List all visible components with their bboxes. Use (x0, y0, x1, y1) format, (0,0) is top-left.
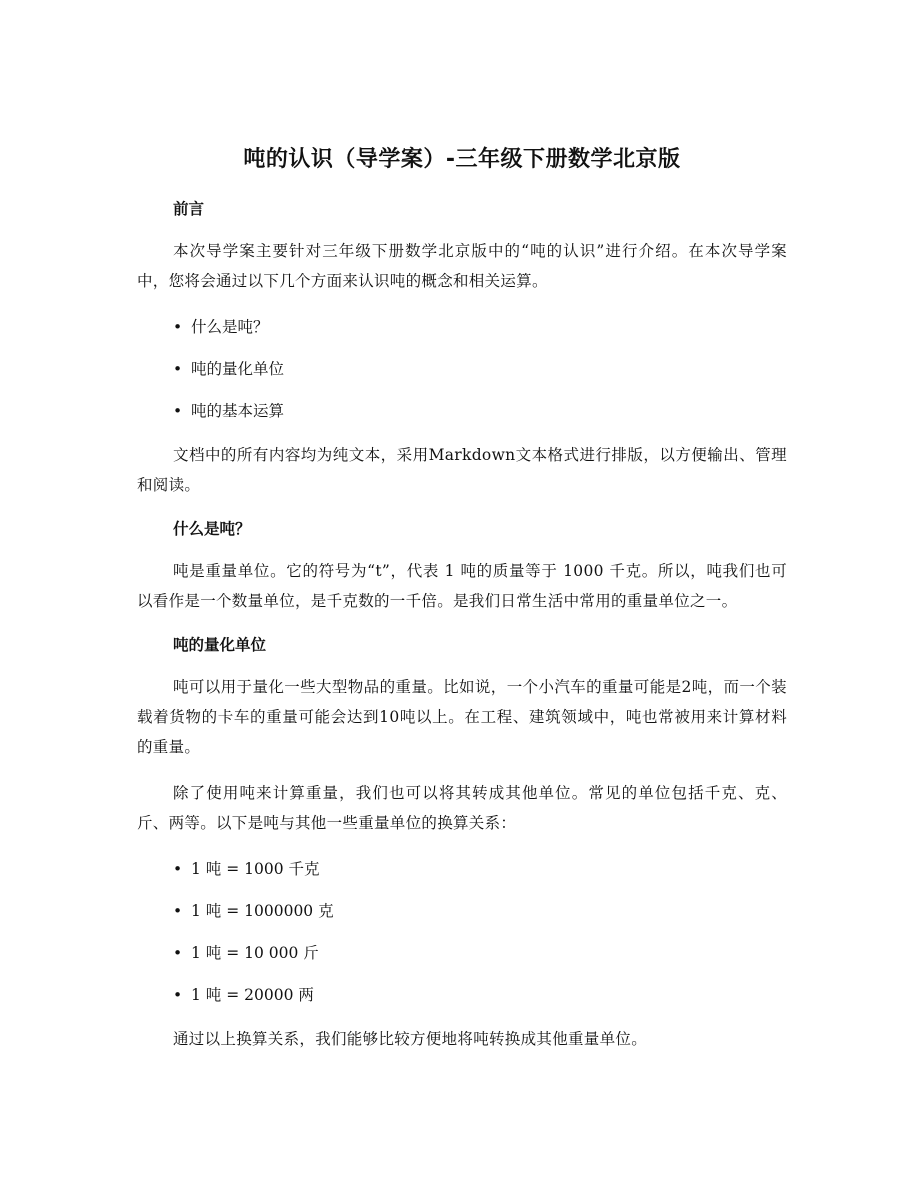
conversion-list (137, 854, 787, 1010)
document-page (137, 140, 787, 1070)
conversion-item: • 1 吨 = 1000 千克 (191, 854, 787, 884)
preface-topic-list (137, 312, 787, 426)
document-title: 吨的认识（导学案）-三年级下册数学北京版 (243, 147, 681, 172)
format-note-paragraph: 文档中的所有内容均为纯文本，采用Markdown文本格式进行排版，以方便输出、管理和阅读。 (137, 446, 787, 494)
section-heading-ton-units: 吨的量化单位 (173, 636, 267, 654)
section-heading-preface: 前言 (173, 200, 205, 218)
conversion-item: • 1 吨 = 1000000 克 (191, 896, 787, 926)
what-is-ton-paragraph: 吨是重量单位。它的符号为“t”，代表 1 吨的质量等于 1000 千克。所以，吨我们也可以看作是一个数量单位，是千克数的一千倍。是我们日常生活中常用的重量单位之一。 (137, 562, 787, 610)
preface-paragraph: 本次导学案主要针对三年级下册数学北京版中的“吨的认识”进行介绍。在本次导学案中，您将会通过以下几个方面来认识吨的概念和相关运算。 (137, 242, 787, 290)
conversion-item: • 1 吨 = 20000 两 (191, 980, 787, 1010)
list-item: • 什么是吨？ (191, 312, 787, 342)
ton-units-paragraph-1: 吨可以用于量化一些大型物品的重量。比如说，一个小汽车的重量可能是2吨，而一个装载着货物的卡车的重量可能会达到10吨以上。在工程、建筑领域中，吨也常被用来计算材料的重量。 (137, 678, 787, 756)
ton-units-paragraph-2: 除了使用吨来计算重量，我们也可以将其转成其他单位。常见的单位包括千克、克、斤、两等。以下是吨与其他一些重量单位的换算关系： (137, 784, 787, 832)
conversion-summary-paragraph: 通过以上换算关系，我们能够比较方便地将吨转换成其他重量单位。 (173, 1030, 648, 1048)
list-item: • 吨的量化单位 (191, 354, 787, 384)
list-item: • 吨的基本运算 (191, 396, 787, 426)
conversion-item: • 1 吨 = 10 000 斤 (191, 938, 787, 968)
section-heading-what-is-ton: 什么是吨？ (173, 520, 251, 538)
